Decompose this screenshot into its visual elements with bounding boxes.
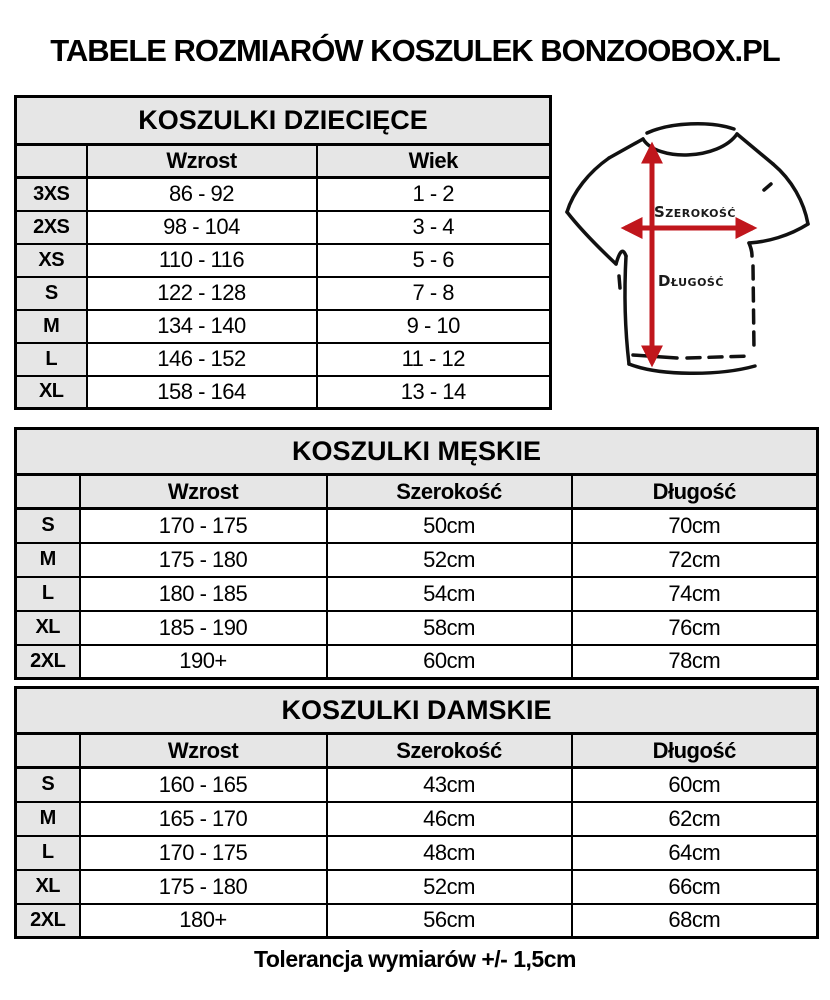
length-label: Długość — [658, 272, 724, 290]
wzrost-cell: 158 - 164 — [87, 376, 317, 409]
size-cell: XL — [16, 376, 87, 409]
table-row — [16, 376, 551, 409]
wiek-cell: 5 - 6 — [317, 244, 551, 277]
dlugosc-cell: 70cm — [572, 509, 818, 543]
kids-col-header-wiek: Wiek — [317, 145, 551, 178]
size-cell: 3XS — [16, 178, 87, 211]
dlugosc-cell: 78cm — [572, 645, 818, 679]
dlugosc-cell: 62cm — [572, 802, 818, 836]
size-cell: S — [16, 277, 87, 310]
dlugosc-cell: 64cm — [572, 836, 818, 870]
wiek-cell: 3 - 4 — [317, 211, 551, 244]
wzrost-cell: 175 - 180 — [80, 543, 327, 577]
szerokosc-cell: 54cm — [327, 577, 572, 611]
dlugosc-cell: 68cm — [572, 904, 818, 938]
wzrost-cell: 110 - 116 — [87, 244, 317, 277]
wiek-cell: 13 - 14 — [317, 376, 551, 409]
men-col-header-wzrost: Wzrost — [80, 475, 327, 509]
men-table-title: KOSZULKI MĘSKIE — [16, 429, 818, 475]
width-label: Szerokość — [654, 203, 736, 221]
wzrost-cell: 190+ — [80, 645, 327, 679]
size-cell: M — [16, 310, 87, 343]
dlugosc-cell: 66cm — [572, 870, 818, 904]
szerokosc-cell: 46cm — [327, 802, 572, 836]
szerokosc-cell: 43cm — [327, 768, 572, 802]
men-col-header-szerokosc: Szerokość — [327, 475, 572, 509]
table-row — [16, 543, 818, 577]
wiek-cell: 1 - 2 — [317, 178, 551, 211]
wzrost-cell: 86 - 92 — [87, 178, 317, 211]
table-row — [16, 509, 818, 543]
women-col-header-wzrost: Wzrost — [80, 734, 327, 768]
wzrost-cell: 146 - 152 — [87, 343, 317, 376]
men-col-header-dlugosc: Długość — [572, 475, 818, 509]
table-row — [16, 870, 818, 904]
kids-col-header-wzrost: Wzrost — [87, 145, 317, 178]
men-corner-cell — [16, 475, 80, 509]
women-size-table — [14, 686, 819, 939]
women-col-header-szerokosc: Szerokość — [327, 734, 572, 768]
kids-corner-cell — [16, 145, 87, 178]
kids-table-title: KOSZULKI DZIECIĘCE — [16, 97, 551, 145]
size-cell: L — [16, 343, 87, 376]
wzrost-cell: 180 - 185 — [80, 577, 327, 611]
dlugosc-cell: 60cm — [572, 768, 818, 802]
page-title: TABELE ROZMIARÓW KOSZULEK BONZOOBOX.PL — [50, 33, 780, 68]
wzrost-cell: 160 - 165 — [80, 768, 327, 802]
dlugosc-cell: 72cm — [572, 543, 818, 577]
women-table-title: KOSZULKI DAMSKIE — [16, 688, 818, 734]
size-cell: L — [16, 836, 80, 870]
wiek-cell: 11 - 12 — [317, 343, 551, 376]
table-row — [16, 904, 818, 938]
table-row — [16, 211, 551, 244]
size-cell: S — [16, 509, 80, 543]
table-row — [16, 802, 818, 836]
size-cell: XL — [16, 611, 80, 645]
size-cell: L — [16, 577, 80, 611]
dlugosc-cell: 76cm — [572, 611, 818, 645]
table-row — [16, 343, 551, 376]
table-row — [16, 611, 818, 645]
tshirt-outline-icon — [567, 124, 808, 374]
table-row — [16, 836, 818, 870]
women-corner-cell — [16, 734, 80, 768]
wzrost-cell: 185 - 190 — [80, 611, 327, 645]
table-row — [16, 310, 551, 343]
wzrost-cell: 122 - 128 — [87, 277, 317, 310]
tshirt-measurement-diagram — [558, 98, 830, 418]
size-cell: XL — [16, 870, 80, 904]
size-cell: XS — [16, 244, 87, 277]
size-cell: S — [16, 768, 80, 802]
szerokosc-cell: 52cm — [327, 870, 572, 904]
table-row — [16, 244, 551, 277]
wiek-cell: 7 - 8 — [317, 277, 551, 310]
tolerance-note: Tolerancja wymiarów +/- 1,5cm — [254, 946, 576, 972]
szerokosc-cell: 52cm — [327, 543, 572, 577]
wzrost-cell: 170 - 175 — [80, 836, 327, 870]
wzrost-cell: 165 - 170 — [80, 802, 327, 836]
wzrost-cell: 175 - 180 — [80, 870, 327, 904]
size-cell: 2XL — [16, 645, 80, 679]
wzrost-cell: 98 - 104 — [87, 211, 317, 244]
szerokosc-cell: 60cm — [327, 645, 572, 679]
women-col-header-dlugosc: Długość — [572, 734, 818, 768]
szerokosc-cell: 58cm — [327, 611, 572, 645]
size-cell: M — [16, 543, 80, 577]
kids-size-table — [14, 95, 552, 410]
dlugosc-cell: 74cm — [572, 577, 818, 611]
table-row — [16, 577, 818, 611]
size-cell: 2XS — [16, 211, 87, 244]
wiek-cell: 9 - 10 — [317, 310, 551, 343]
wzrost-cell: 180+ — [80, 904, 327, 938]
wzrost-cell: 170 - 175 — [80, 509, 327, 543]
size-cell: M — [16, 802, 80, 836]
table-row — [16, 277, 551, 310]
size-cell: 2XL — [16, 904, 80, 938]
szerokosc-cell: 56cm — [327, 904, 572, 938]
szerokosc-cell: 48cm — [327, 836, 572, 870]
table-row — [16, 768, 818, 802]
table-row — [16, 645, 818, 679]
wzrost-cell: 134 - 140 — [87, 310, 317, 343]
szerokosc-cell: 50cm — [327, 509, 572, 543]
men-size-table — [14, 427, 819, 680]
table-row — [16, 178, 551, 211]
